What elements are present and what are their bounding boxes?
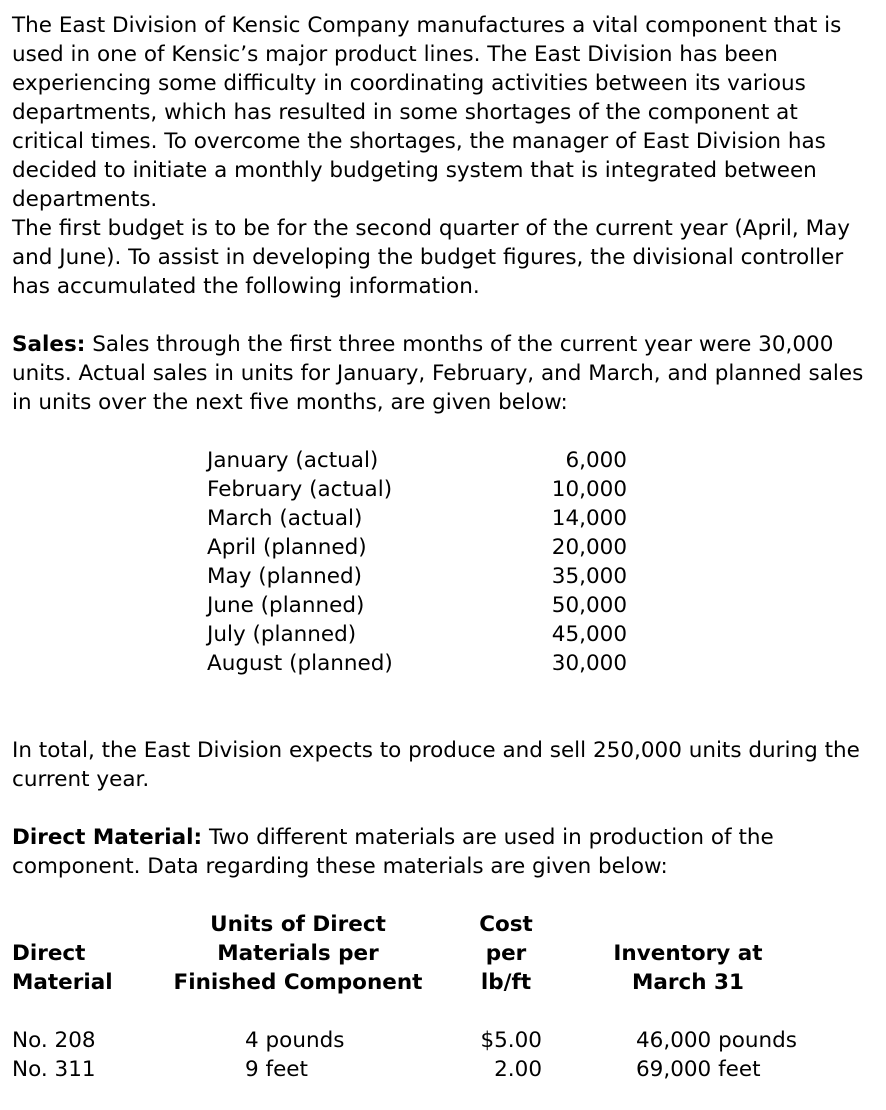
sales-month: May (planned) bbox=[207, 564, 362, 589]
sales-row bbox=[207, 533, 637, 562]
material-name: No. 311 bbox=[12, 1057, 96, 1082]
sales-units: 6,000 bbox=[565, 448, 627, 473]
sales-units: 35,000 bbox=[551, 564, 627, 589]
material-cost: 2.00 bbox=[494, 1057, 542, 1082]
material-inventory: 46,000 pounds bbox=[636, 1028, 797, 1053]
sales-paragraph bbox=[12, 330, 872, 417]
sales-month: February (actual) bbox=[207, 477, 393, 502]
direct-material-label: Direct Material: bbox=[12, 825, 203, 850]
sales-table bbox=[207, 446, 637, 678]
material-inventory: 69,000 feet bbox=[636, 1057, 761, 1082]
intro-paragraph-2: The first budget is to be for the second quarter of the current year (April, May and June). To assist in developing the budget figures, the divisional controller has accumulated the following information. bbox=[12, 216, 851, 299]
sales-units: 30,000 bbox=[551, 651, 627, 676]
sales-row bbox=[207, 504, 637, 533]
total-note: In total, the East Division expects to produce and sell 250,000 units during the current year. bbox=[12, 738, 860, 792]
sales-row bbox=[207, 591, 637, 620]
header-units-per-component: Units of Direct Materials per Finished Component bbox=[173, 912, 423, 995]
sales-row bbox=[207, 475, 637, 504]
intro-paragraph-1: The East Division of Kensic Company manufactures a vital component that is used in one of Kensic’s major product lines. The East Division has been experiencing some difficulty in coordinating activities between its various departments, which has resulted in some shortages of the component at critical times. To overcome the shortages, the manager of East Division has decided to initiate a monthly budgeting system that is integrated between departments. bbox=[12, 13, 842, 212]
header-cost-per-unit: Cost per lb/ft bbox=[479, 912, 533, 995]
sales-month: July (planned) bbox=[207, 622, 357, 647]
sales-row bbox=[207, 446, 637, 475]
sales-units: 50,000 bbox=[551, 593, 627, 618]
sales-units: 45,000 bbox=[551, 622, 627, 647]
sales-text: Sales through the first three months of the current year were 30,000 units. Actual sales in units for January, February, and March, and planned sales in units over the next five months, are given below: bbox=[12, 332, 864, 415]
material-cost: $5.00 bbox=[480, 1028, 542, 1053]
header-inventory-march-31: Inventory at March 31 bbox=[613, 941, 763, 995]
sales-row bbox=[207, 620, 637, 649]
sales-row bbox=[207, 562, 637, 591]
sales-units: 10,000 bbox=[551, 477, 627, 502]
material-units: 4 pounds bbox=[245, 1028, 345, 1053]
sales-month: January (actual) bbox=[207, 448, 379, 473]
sales-month: March (actual) bbox=[207, 506, 363, 531]
material-units: 9 feet bbox=[245, 1057, 308, 1082]
sales-row bbox=[207, 649, 637, 678]
header-direct-material: Direct Material bbox=[12, 941, 113, 995]
sales-units: 14,000 bbox=[551, 506, 627, 531]
sales-month: June (planned) bbox=[207, 593, 365, 618]
sales-month: April (planned) bbox=[207, 535, 367, 560]
sales-label: Sales: bbox=[12, 332, 86, 357]
direct-material-text: Two different materials are used in production of the component. Data regarding these materials are given below: bbox=[12, 825, 774, 879]
material-name: No. 208 bbox=[12, 1028, 96, 1053]
direct-material-paragraph bbox=[12, 823, 872, 881]
sales-month: August (planned) bbox=[207, 651, 393, 676]
sales-units: 20,000 bbox=[551, 535, 627, 560]
